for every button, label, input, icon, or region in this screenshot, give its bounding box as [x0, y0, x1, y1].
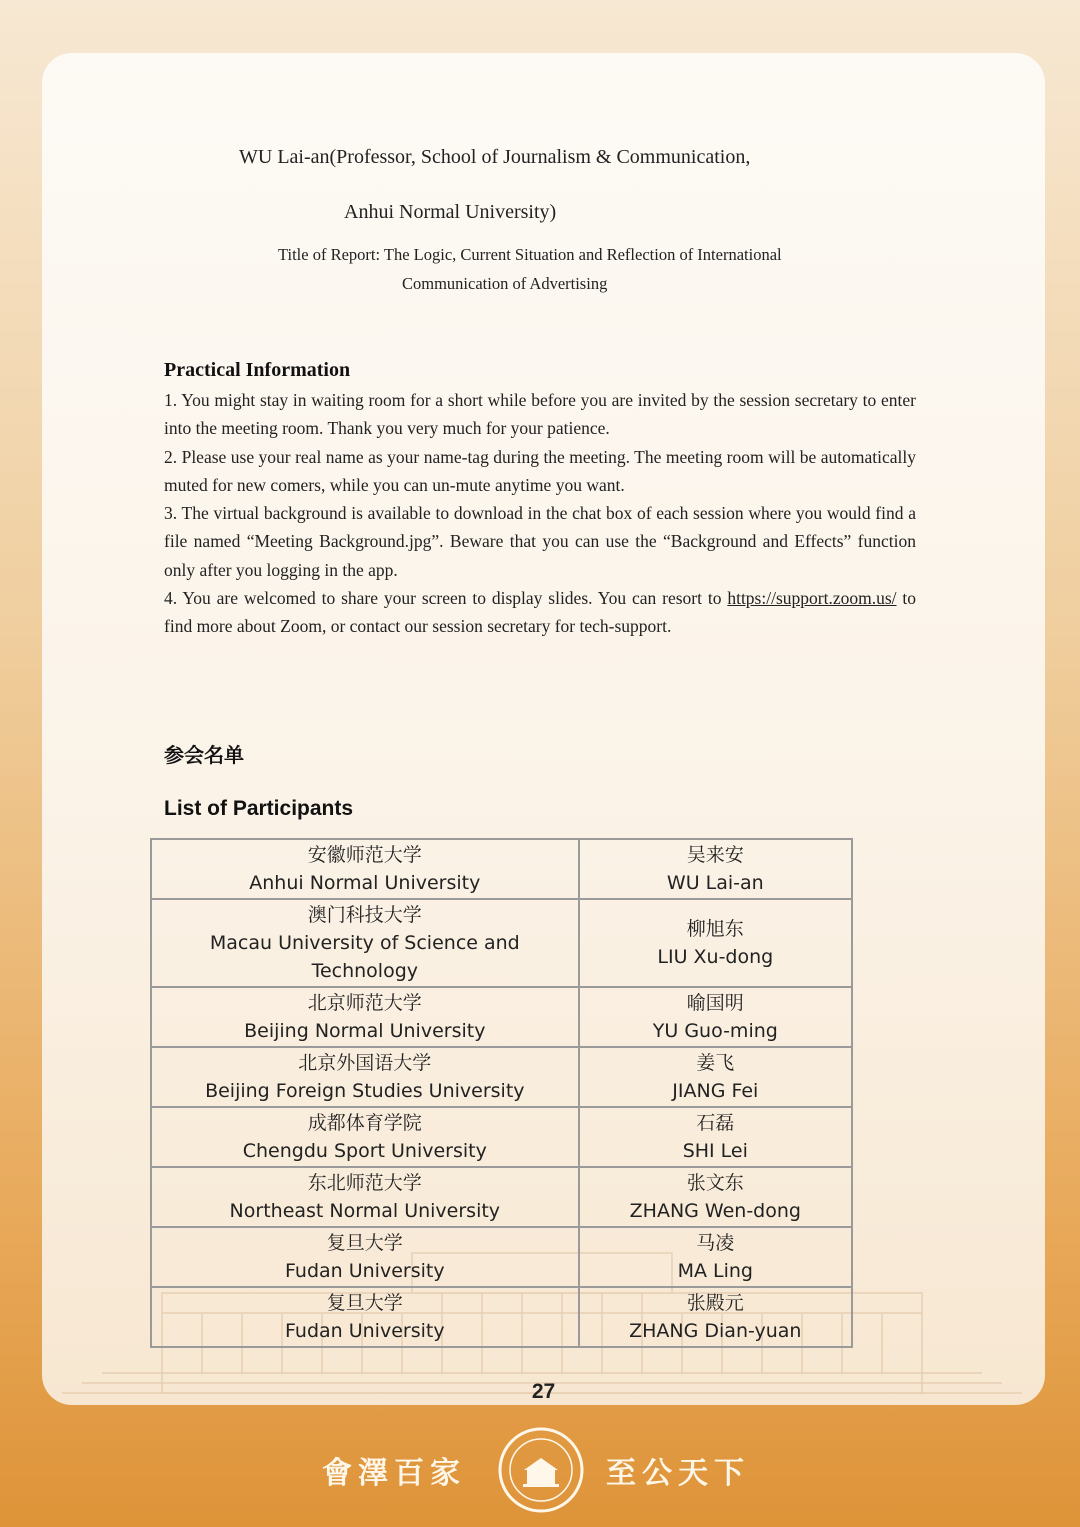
speaker-name-affiliation: WU Lai-an(Professor, School of Journalism & Communication,	[239, 146, 751, 168]
participant-cell	[579, 1107, 852, 1167]
participant-name-en: YU Guo-ming	[652, 1020, 778, 1042]
participant-name-cn: 柳旭东	[686, 918, 744, 940]
institution-name-cn: 成都体育学院	[307, 1112, 422, 1134]
table-row	[151, 839, 852, 899]
participant-name-cn: 张文东	[686, 1172, 744, 1194]
institution-cell	[151, 899, 579, 987]
participant-cell	[579, 839, 852, 899]
university-seal-icon	[497, 1426, 585, 1514]
institution-name-en: Fudan University	[285, 1260, 445, 1282]
participant-name-cn: 张殿元	[686, 1292, 744, 1314]
institution-name-en: Beijing Normal University	[244, 1020, 486, 1042]
institution-cell	[151, 1107, 579, 1167]
participant-name-cn: 吴来安	[686, 844, 744, 866]
institution-cell	[151, 1227, 579, 1287]
participants-table	[150, 838, 853, 1348]
document-page	[42, 53, 1045, 1405]
participant-cell	[579, 1227, 852, 1287]
participant-name-en: ZHANG Dian-yuan	[629, 1320, 802, 1342]
participant-name-cn: 马凌	[696, 1232, 735, 1254]
institution-name-en: Macau University of Science and Technology	[209, 932, 520, 982]
speaker-university: Anhui Normal University)	[344, 201, 557, 223]
practical-info-body	[164, 386, 916, 641]
institution-name-en: Chengdu Sport University	[242, 1140, 487, 1162]
participant-cell	[579, 1047, 852, 1107]
institution-cell	[151, 839, 579, 899]
institution-name-en: Fudan University	[285, 1320, 445, 1342]
table-row	[151, 1227, 852, 1287]
participant-name-en: ZHANG Wen-dong	[629, 1200, 801, 1222]
table-row	[151, 1107, 852, 1167]
practical-info-heading: Practical Information	[164, 359, 351, 381]
practical-item-1: 1. You might stay in waiting room for a short while before you are invited by the session secretary to enter into the meeting room. Thank you very much for your patience.	[164, 390, 916, 439]
participant-name-en: MA Ling	[677, 1260, 753, 1282]
participant-name-cn: 姜飞	[696, 1052, 735, 1074]
motto-right: 至公天下	[606, 1456, 750, 1491]
zoom-support-link[interactable]: https://support.zoom.us/	[727, 588, 897, 609]
participant-name-cn: 石磊	[696, 1112, 735, 1134]
page-number: 27	[531, 1380, 556, 1403]
table-row	[151, 899, 852, 987]
institution-cell	[151, 1287, 579, 1347]
institution-name-en: Northeast Normal University	[229, 1200, 501, 1222]
institution-name-cn: 北京外国语大学	[298, 1052, 432, 1074]
table-row	[151, 1167, 852, 1227]
participant-name-en: JIANG Fei	[672, 1080, 759, 1102]
participant-name-en: LIU Xu-dong	[657, 946, 774, 968]
table-row	[151, 1287, 852, 1347]
participant-cell	[579, 1167, 852, 1227]
institution-name-cn: 复旦大学	[326, 1292, 403, 1314]
report-title-line1: Title of Report: The Logic, Current Situation and Reflection of International	[278, 245, 782, 264]
practical-item-4-post: to find more about Zoom, or contact our session secretary for tech-support.	[164, 588, 916, 637]
institution-cell	[151, 1047, 579, 1107]
practical-item-2: 2. Please use your real name as your name-tag during the meeting. The meeting room will be automatically muted for new comers, while you can un-mute anytime you want.	[164, 446, 916, 495]
institution-name-en: Beijing Foreign Studies University	[205, 1080, 525, 1102]
participant-name-en: SHI Lei	[682, 1140, 748, 1162]
institution-name-cn: 安徽师范大学	[307, 844, 422, 866]
institution-name-en: Anhui Normal University	[249, 872, 481, 894]
participant-name-en: WU Lai-an	[666, 872, 764, 894]
institution-name-cn: 东北师范大学	[307, 1172, 422, 1194]
motto-left: 會澤百家	[322, 1456, 466, 1491]
institution-name-cn: 北京师范大学	[307, 992, 422, 1014]
institution-cell	[151, 1167, 579, 1227]
participant-cell	[579, 899, 852, 987]
practical-item-4	[164, 584, 916, 641]
practical-item-4-pre: 4. You are welcomed to share your screen to display slides. You can resort to	[164, 588, 728, 609]
institution-name-cn: 复旦大学	[326, 1232, 403, 1254]
table-row	[151, 987, 852, 1047]
institution-name-cn: 澳门科技大学	[307, 904, 422, 926]
participants-heading-en: List of Participants	[164, 797, 354, 820]
participants-heading-cn: 参会名单	[164, 743, 244, 767]
practical-item-3: 3. The virtual background is available to download in the chat box of each session where you would find a file named “Meeting Background.jpg”. Beware that you can use the “Background and Effects” function only after you logging in the app.	[164, 503, 916, 580]
participant-cell	[579, 987, 852, 1047]
institution-cell	[151, 987, 579, 1047]
report-title-line2: Communication of Advertising	[402, 274, 608, 293]
participant-name-cn: 喻国明	[686, 992, 744, 1014]
table-row	[151, 1047, 852, 1107]
participant-cell	[579, 1287, 852, 1347]
